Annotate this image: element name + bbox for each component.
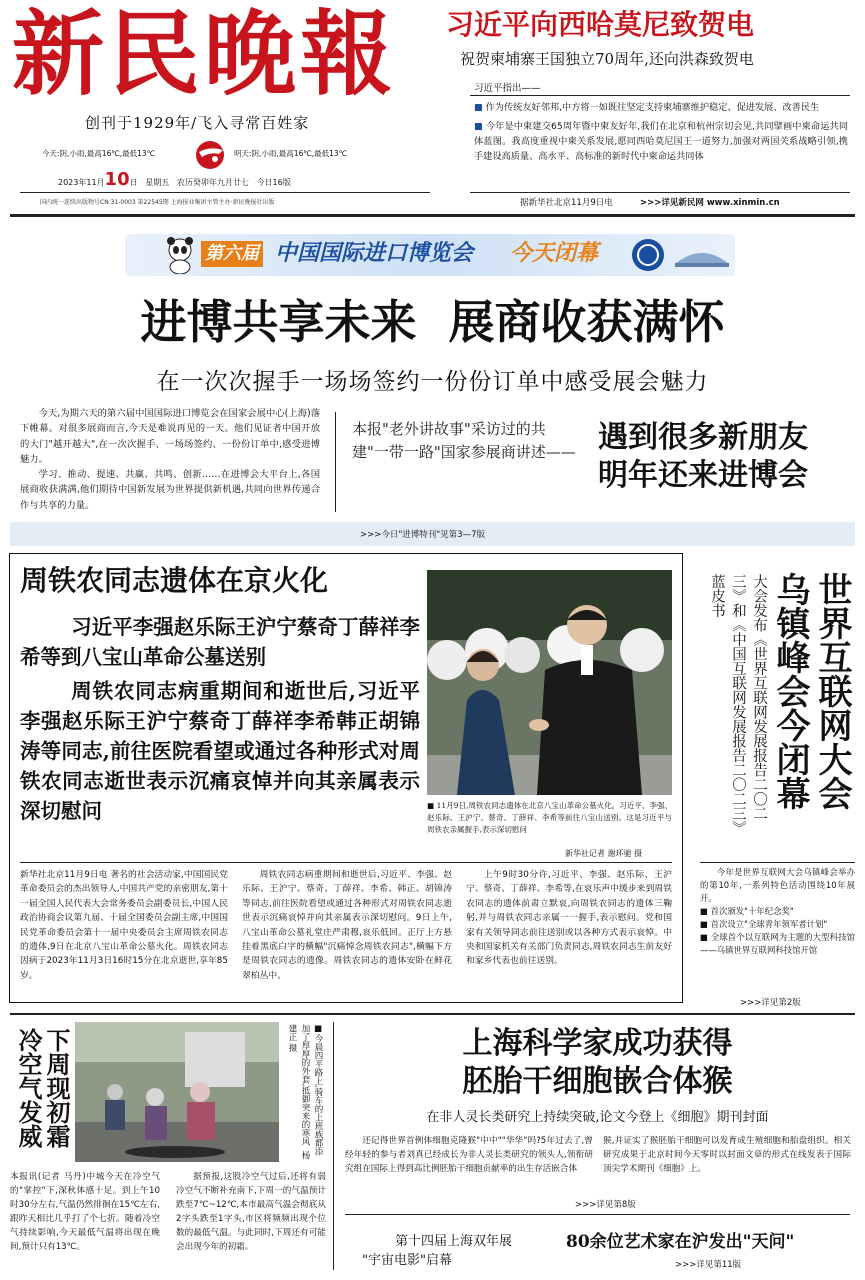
art-headline: 80余位艺术家在沪发出"天问" (566, 1232, 795, 1252)
dateline (58, 169, 291, 190)
expo-banner-edition: 第六届 (201, 241, 263, 267)
expo-headline: 进博共享未来 展商收获满怀 (140, 295, 725, 349)
lead-intro: 习近平指出—— (474, 83, 541, 94)
masthead-title: 新民晚報 (12, 0, 397, 108)
date-day: 10 (104, 169, 130, 190)
expo-paragraph: 学习、推动、提速、共赢、共鸣、创新……在进博会大平台上,各国展商收获满满,他们期待中国新发展为世界提供新机遇,共同向世界传递合作与共享的力量。 (20, 469, 320, 511)
caption-marker-icon: ■ (427, 801, 435, 810)
science-subhead: 在非人灵长类研究上持续突破,论文今登上《细胞》期刊封面 (426, 1110, 769, 1125)
science-headline-2: 胚胎干细胞嵌合体猴 (462, 1064, 733, 1099)
lead-subhead: 祝贺柬埔寨王国独立70周年,还向洪森致贺电 (460, 50, 754, 68)
memorial-col-2: 周铁农同志病重期间和逝世后,习近平、李强、赵乐际、王沪宁、蔡奇、丁薛祥、李希、韩正、胡锦涛等同志,前往医院看望或通过各种形式对周铁农同志逝世表示沉痛哀悼并向其亲属表示深切慰问。9日上午,八宝山革命公墓礼堂庄严肃穆,哀乐低回。正厅上方悬挂着黑底白字的横幅"沉痛悼念周铁农同志",横幅下方是周铁农同志的遗像。周铁农同志的遗体安卧在鲜花翠柏丛中。 (242, 870, 452, 981)
expo-side-headline-1: 遇到很多新朋友 (598, 420, 808, 455)
memorial-col-3: 上午9时30分许,习近平、李强、赵乐际、王沪宁、蔡奇、丁薛祥、李希等,在哀乐声中缓步来到周铁农同志的遗体前肃立默哀,向周铁农同志的遗体三鞠躬,并与周铁农同志亲属一一握手,表示慰问。党和国家有关领导同志前往送别或以各种方式表示哀悼。中央和国家机关有关部门负责同志,周铁农同志生前友好和家乡代表也前往送别。 (466, 870, 672, 967)
internet-link[interactable]: >>>详见第2版 (740, 998, 801, 1008)
memorial-summary: 周铁农同志病重期间和逝世后,习近平李强赵乐际王沪宁蔡奇丁薛祥李希韩正胡锦涛等同志,前往医院看望或通过各种形式对周铁农同志逝世表示沉痛哀悼并向其亲属表示深切慰问 (20, 679, 420, 823)
date-prefix: 2023年11月 (58, 178, 105, 187)
weather-col-1: 本报讯(记者 马丹)中城今天在冷空气的"掌控"下,深秋体感十足。到上午10时30分左右,气温仍然徘徊在15℃左右,跟昨天相比几乎打了个七折。随着冷空气持续影响,今天最低气温将出现在晚间,预计只有13℃。 (10, 1172, 160, 1252)
expo-emblem-icon (630, 237, 666, 273)
weekday: 星期五 (145, 178, 170, 187)
science-link[interactable]: >>>详见第8版 (575, 1200, 636, 1210)
expo-side-intro: 本报"老外讲故事"采访过的共建"一带一路"国家参展商讲述—— (352, 420, 576, 461)
expo-body (20, 406, 320, 513)
expo-hall-icon (673, 242, 731, 268)
film-text-2: "宇宙电影"启幕 (362, 1253, 452, 1268)
science-col-2: 猴,并证实了猴胚胎干细胞可以发育成生殖细胞和胎盘组织。相关研究成果于北京时间今天零时以封面文章的形式在线发表于国际顶尖学术期刊《细胞》上。 (603, 1136, 851, 1174)
art-link[interactable]: >>>详见第11版 (675, 1260, 742, 1270)
memorial-caption: ■ 11月9日,周铁农同志遗体在北京八宝山革命公墓火化。习近平、李强、赵乐际、王沪宁、蔡奇、丁薛祥、李希等前往八宝山送别。这是习近平与周铁农亲属握手,表示深切慰问 (427, 801, 673, 834)
weather-tomorrow: 明天:阴,小雨,最高16℃,最低13℃ (234, 149, 348, 158)
masthead-logo (193, 138, 227, 172)
internet-body (700, 866, 855, 957)
panda-mascot-icon (163, 236, 197, 274)
date-suffix: 日 (129, 178, 138, 187)
expo-banner (125, 234, 735, 276)
weather-photo-credit: 杨建正 摄 (287, 1024, 310, 1160)
lead-headline: 习近平向西哈莫尼致贺电 (446, 8, 755, 41)
expo-paragraph: 今天,为期六天的第六届中国国际进口博览会在国家会展中心(上海)落下帷幕。对很多展商而言,今天是难说再见的一天。他们见证者中国开放的大门"越开越大",在一次次握手、一场场签约、一份份订单中,感受进博魅力。 (20, 408, 320, 465)
lead-credit: 据新华社北京11月9日电 (520, 198, 613, 208)
film-text-1: 第十四届上海双年展 (395, 1234, 513, 1249)
expo-link[interactable]: >>>今日"进博特刊"见第3—7版 (360, 530, 486, 540)
lead-point: ■ 作为传统友好邻邦,中方将一如既往坚定支持柬埔寨维护稳定、促进发展、改善民生 (474, 102, 820, 113)
masthead-tagline: 创刊于1929年/飞入寻常百姓家 (85, 114, 310, 132)
lead-point: ■ 今年是中柬建交65周年暨中柬友好年,我们在北京和杭州宗切会见,共同擘画中柬命运共同体蓝图。我高度重视中柬关系发展,愿同西哈莫尼国王一道努力,加强对两国关系战略引领,携手建设高质量、高水平、高标准的新时代中柬命运共同体 (474, 121, 849, 162)
internet-headline-2: 乌镇峰会今闭幕 (770, 572, 810, 810)
bullet-icon: ■ (700, 906, 708, 916)
memorial-subhead: 习近平李强赵乐际王沪宁蔡奇丁薛祥李希等到八宝山革命公墓送别 (20, 615, 420, 669)
bullet-icon: ■ (700, 919, 708, 929)
weather-col-2: 据预报,这股冷空气过后,还将有弱冷空气不断补充南下,下周一的气温预计跌至7℃~12℃,本市最高气温会彻底从2字头跌至1字头,市区将频频出现个位数的最低气温。与此同时,下周还有可能会出现今年的初霜。 (176, 1172, 326, 1252)
expo-subhead: 在一次次握手一场场签约一份份订单中感受展会魅力 (156, 369, 709, 395)
internet-headline-1: 世界互联网大会 (812, 572, 852, 810)
memorial-photo (427, 570, 672, 795)
internet-point: ■ 全球首个以互联网为主题的大型科技馆——乌镇世界互联网科技馆开馆 (700, 932, 855, 955)
memorial-col-1: 新华社北京11月9日电 著名的社会活动家,中国国民党革命委员会的杰出领导人,中国共产党的亲密朋友,第十一届全国人民代表大会常务委员会副委员长,中国人民政治协商会议第九届、十届全国委员会副主席,中国国民党革命委员会第十一届中央委员会主席周铁农同志的遗体,9日在北京八宝山革命公墓火化。周铁农同志因病于2023年11月3日16时15分在北京逝世,享年85岁。 (20, 870, 228, 981)
lead-points (474, 100, 848, 164)
science-col-1: 还记得世界首例体细胞克隆猴"中中""华华"吗?5年过去了,曾经年轻的参与者刘真已经成长为非人灵长类研究的领头人,领衔研究组在国际上得到高比例胚胎干细胞贡献率的出生存活嵌合体 (345, 1136, 593, 1174)
edition-count: 今日16版 (256, 178, 291, 187)
memorial-headline: 周铁农同志遗体在京火化 (20, 564, 329, 597)
internet-point: ■ 首次设立"全球青年领军者计划" (700, 919, 828, 929)
caption-marker-icon: ■ (313, 1024, 323, 1034)
memorial-photo-credit: 新华社记者 谢环驰 摄 (565, 849, 643, 858)
internet-paragraph: 今年是世界互联网大会乌镇峰会举办的第10年,一系列特色活动围绕10年展开。 (700, 867, 855, 903)
expo-side-headline-2: 明年还来进博会 (598, 458, 808, 493)
weather-photo (75, 1022, 279, 1162)
expo-banner-status: 今天闭幕 (510, 241, 599, 266)
lead-link[interactable]: >>>详见新民网 www.xinmin.cn (640, 198, 780, 208)
weather-today: 今天:阴,小雨,最高16℃,最低13℃ (42, 149, 156, 158)
internet-point: ■ 首次颁发"十年纪念奖" (700, 906, 794, 916)
lunar-date: 农历癸卯年九月廿七 (176, 178, 249, 187)
bullet-icon: ■ (700, 932, 709, 942)
weather-headline-2: 下周现初霜 (42, 1028, 71, 1148)
science-headline-1: 上海科学家成功获得 (462, 1026, 733, 1061)
registration-line: 国内统一连续出版物号CN 31-0003 第22545期 上海报业集团主管主办·新民晚报社出版 (40, 199, 275, 206)
weather-headline-1: 冷空气发威 (14, 1028, 43, 1148)
bullet-icon: ■ (474, 121, 483, 132)
internet-subhead: 大会发布《世界互联网发展报告二〇二三》和《中国互联网发展报告二〇二三》蓝皮书 (709, 574, 767, 835)
bullet-icon: ■ (474, 102, 483, 113)
expo-banner-name: 中国国际进口博览会 (275, 241, 474, 266)
weather-photo-caption: ■今晨四平路上,骑车的上班族都添加了厚厚的外套,抵御突来的寒风 杨建正 摄 (287, 1024, 323, 1160)
